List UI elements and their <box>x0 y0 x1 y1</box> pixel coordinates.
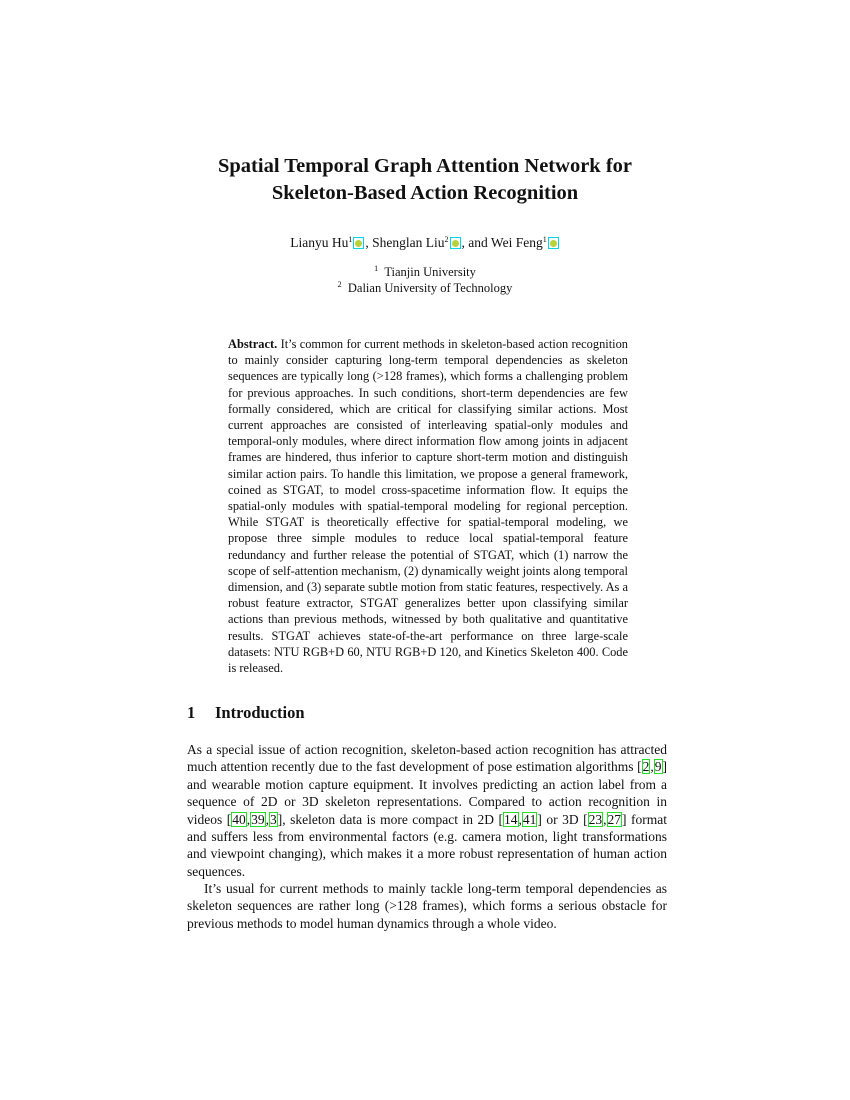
paper-title <box>0 153 850 207</box>
orcid-icon[interactable] <box>450 237 461 249</box>
section-title: Introduction <box>215 703 305 722</box>
affiliation-mark: 1 <box>348 235 353 244</box>
author-name: Lianyu Hu <box>290 235 349 250</box>
citation-link[interactable]: 41 <box>522 811 537 827</box>
paragraph-text: , skeleton data is more compact in 2D <box>282 811 499 827</box>
paragraph-text: format and suffers less from environmental factors (e.g. camera motion, light transformations and viewpoint changing), which makes it a more robust representation of human action sequences. <box>187 811 667 879</box>
affiliation-name: Tianjin University <box>384 265 476 279</box>
citation-link[interactable]: 39 <box>251 811 265 827</box>
author-name: Shenglan Liu <box>372 235 445 250</box>
abstract <box>228 336 628 676</box>
abstract-text: It’s common for current methods in skeleton-based action recognition to mainly consider capturing long-term temporal dependencies as skeleton sequences are typically long (>128 frames), which forms a challenging problem for previous approaches. In such conditions, short-term dependencies are few formally considered, which are critical for classifying similar actions. Most current approaches are consisted of interleaving spatial-only modules and temporal-only modules, where direct information flow among joints in adjacent frames are hindered, thus inferior to capture short-term motion and distinguish similar action pairs. To handle this limitation, we propose a general framework, coined as STGAT, to model cross-spacetime information flow. It equips the spatial-only modules with spatial-temporal modeling for regional perception. While STGAT is theoretically effective for spatial-temporal modeling, we propose three simple modules to reduce local spatial-temporal feature redundancy and further release the potential of STGAT, which (1) narrow the scope of self-attention mechanism, (2) dynamically weight joints along temporal dimension, and (3) separate subtle motion from static features, respectively. As a robust feature extractor, STGAT generalizes better upon classifying similar actions than previous methods, witnessed by both qualitative and quantitative results. STGAT achieves state-of-the-art performance on three large-scale datasets: NTU RGB+D 60, NTU RGB+D 120, and Kinetics Skeleton 400. Code is released. <box>228 337 628 676</box>
affiliation-2 <box>0 281 850 296</box>
intro-paragraph-2: It’s usual for current methods to mainly tackle long-term temporal dependencies as skeleton sequences are rather long (>128 frames), which forms a serious obstacle for previous methods to model human dynamics through a whole video. <box>187 881 667 931</box>
affiliation-mark: 2 <box>444 235 449 244</box>
paragraph-text: or 3D <box>541 811 584 827</box>
citation-link[interactable]: 27 <box>607 811 622 827</box>
citation-link[interactable]: 3 <box>270 811 277 827</box>
author-name: Wei Feng <box>490 235 543 250</box>
orcid-icon[interactable] <box>548 237 559 249</box>
title-line-2: Skeleton-Based Action Recognition <box>271 182 579 204</box>
author-separator: , <box>365 235 373 250</box>
affiliation-number: 2 <box>337 280 342 289</box>
citation-link[interactable]: 40 <box>232 811 246 827</box>
affiliation-name: Dalian University of Technology <box>347 281 513 295</box>
affiliation-mark: 1 <box>542 235 547 244</box>
affiliation-1 <box>0 265 850 280</box>
title-line-1: Spatial Temporal Graph Attention Network for <box>218 155 632 177</box>
section-number: 1 <box>187 703 196 722</box>
paragraph-text: As a special issue of action recognition, skeleton-based action recognition has attracted much attention recently due to the fast development of pose estimation algorithms <box>187 742 667 775</box>
affiliation-number: 1 <box>374 264 379 273</box>
author-list <box>0 234 850 252</box>
citation-link[interactable]: 2 <box>642 759 650 775</box>
citation-link[interactable]: 9 <box>654 759 662 775</box>
citation-link[interactable]: 23 <box>588 811 603 827</box>
citation-link[interactable]: 14 <box>504 811 518 827</box>
paragraph-text: and wearable motion capture equipment. It involves predicting an action label from a sequence of 2D or 3D skeleton representations. Compared to action recognition in videos <box>187 776 667 827</box>
intro-paragraph-1: As a special issue of action recognition, skeleton-based action recognition has attracted much attention recently due to the fast development of pose estimation algorithms [2,9] and wearable motion capture equipment. It involves predicting an action label from a sequence of 2D or 3D skeleton representations. Compared to action recognition in videos [40,39,3], skeleton data is more compact in 2D [14,41] or 3D [23,27] format and suffers less from environmental factors (e.g. camera motion, light transformations and viewpoint changing), which makes it a more robust representation of human action sequences. <box>187 742 667 879</box>
section-heading <box>187 703 305 723</box>
abstract-label: Abstract. <box>228 337 278 351</box>
orcid-icon[interactable] <box>353 237 364 249</box>
author-separator: , and <box>461 235 491 250</box>
